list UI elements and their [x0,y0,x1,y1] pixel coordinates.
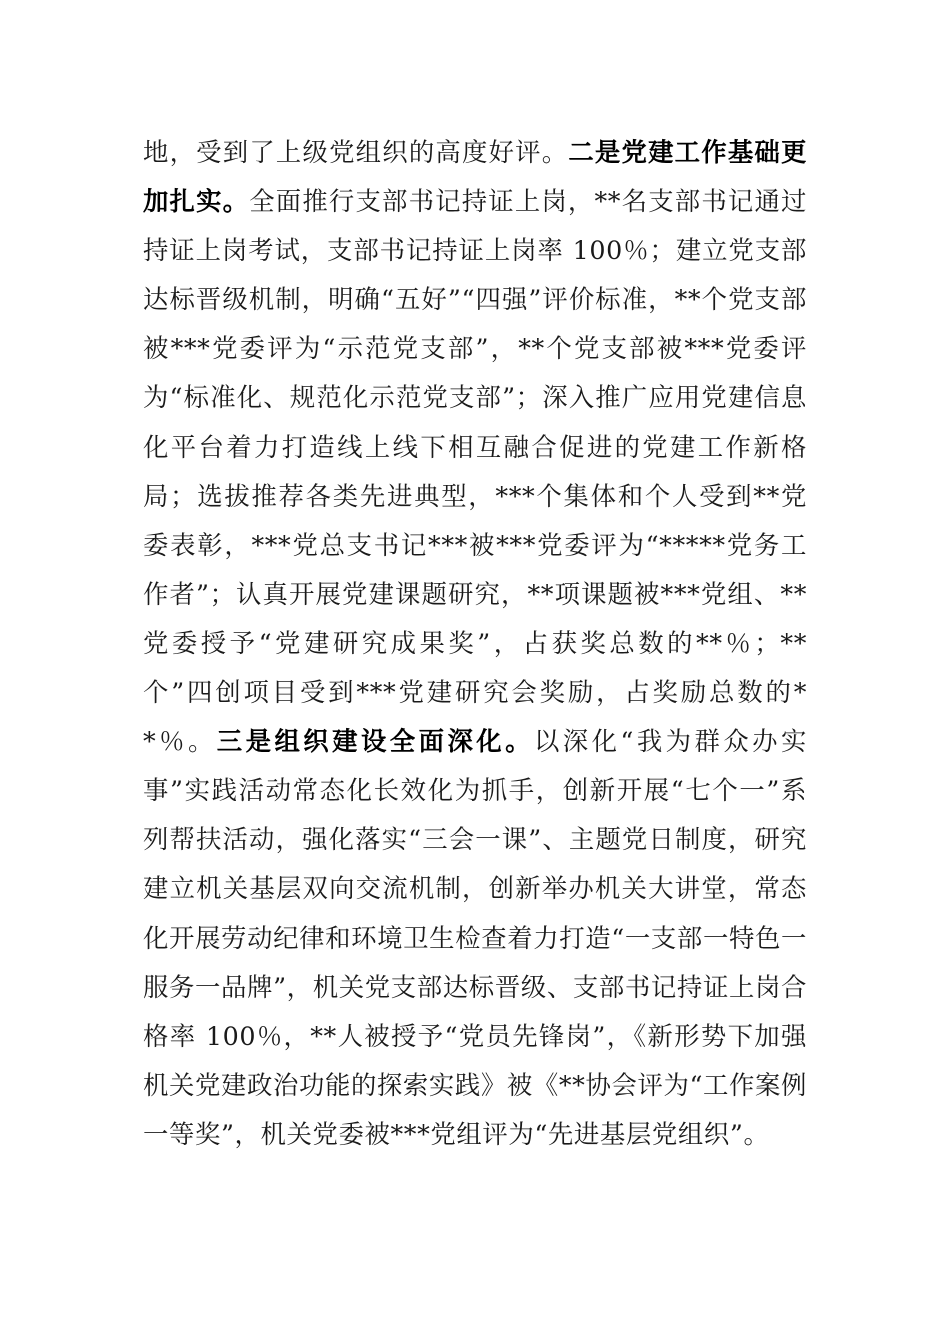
bold-heading-point-two: 二是党建工作基础更加扎实。 [143,137,807,217]
paragraph-text: 地，受到了上级党组织的高度好评。 [143,137,569,167]
bold-heading-point-three: 三是组织建设全面深化。 [216,726,534,757]
paragraph-text: 以深化“我为群众办实事”实践活动常态化长效化为抓手，创新开展“七个一”系列帮扶活动，强化落实“三会一课”、主题党日制度，研究建立机关基层双向交流机制，创新举办机关大讲堂，常态化开展劳动纪律和环境卫生检查着力打造“一支部一特色一服务一品牌”，机关党支部达标晋级、支部书记持证上岗合格率 100％，**人被授予“党员先锋岗”，《新形势下加强机关党建政治功能的探索实践》被《**协会评为“工作案例一等奖”，机关党委被***党组评为“先进基层党组织”。 [143,726,807,1149]
paragraph-text: 全面推行支部书记持证上岗，**名支部书记通过持证上岗考试，支部书记持证上岗率 100％；建立党支部达标晋级机制，明确“五好”“四强”评价标准，**个党支部被***党委评为“示范党支部”，**个党支部被***党委评为“标准化、规范化示范党支部”；深入推广应用党建信息化平台着力打造线上线下相互融合促进的党建工作新格局；选拔推荐各类先进典型，***个集体和个人受到**党委表彰，***党总支书记***被***党委评为“*****党务工作者”；认真开展党建课题研究，**项课题被***党组、**党委授予“党建研究成果奖”，占获奖总数的**％；**个”四创项目受到***党建研究会奖励，占奖励总数的**％。 [143,186,807,757]
body-paragraph [143,128,807,1159]
